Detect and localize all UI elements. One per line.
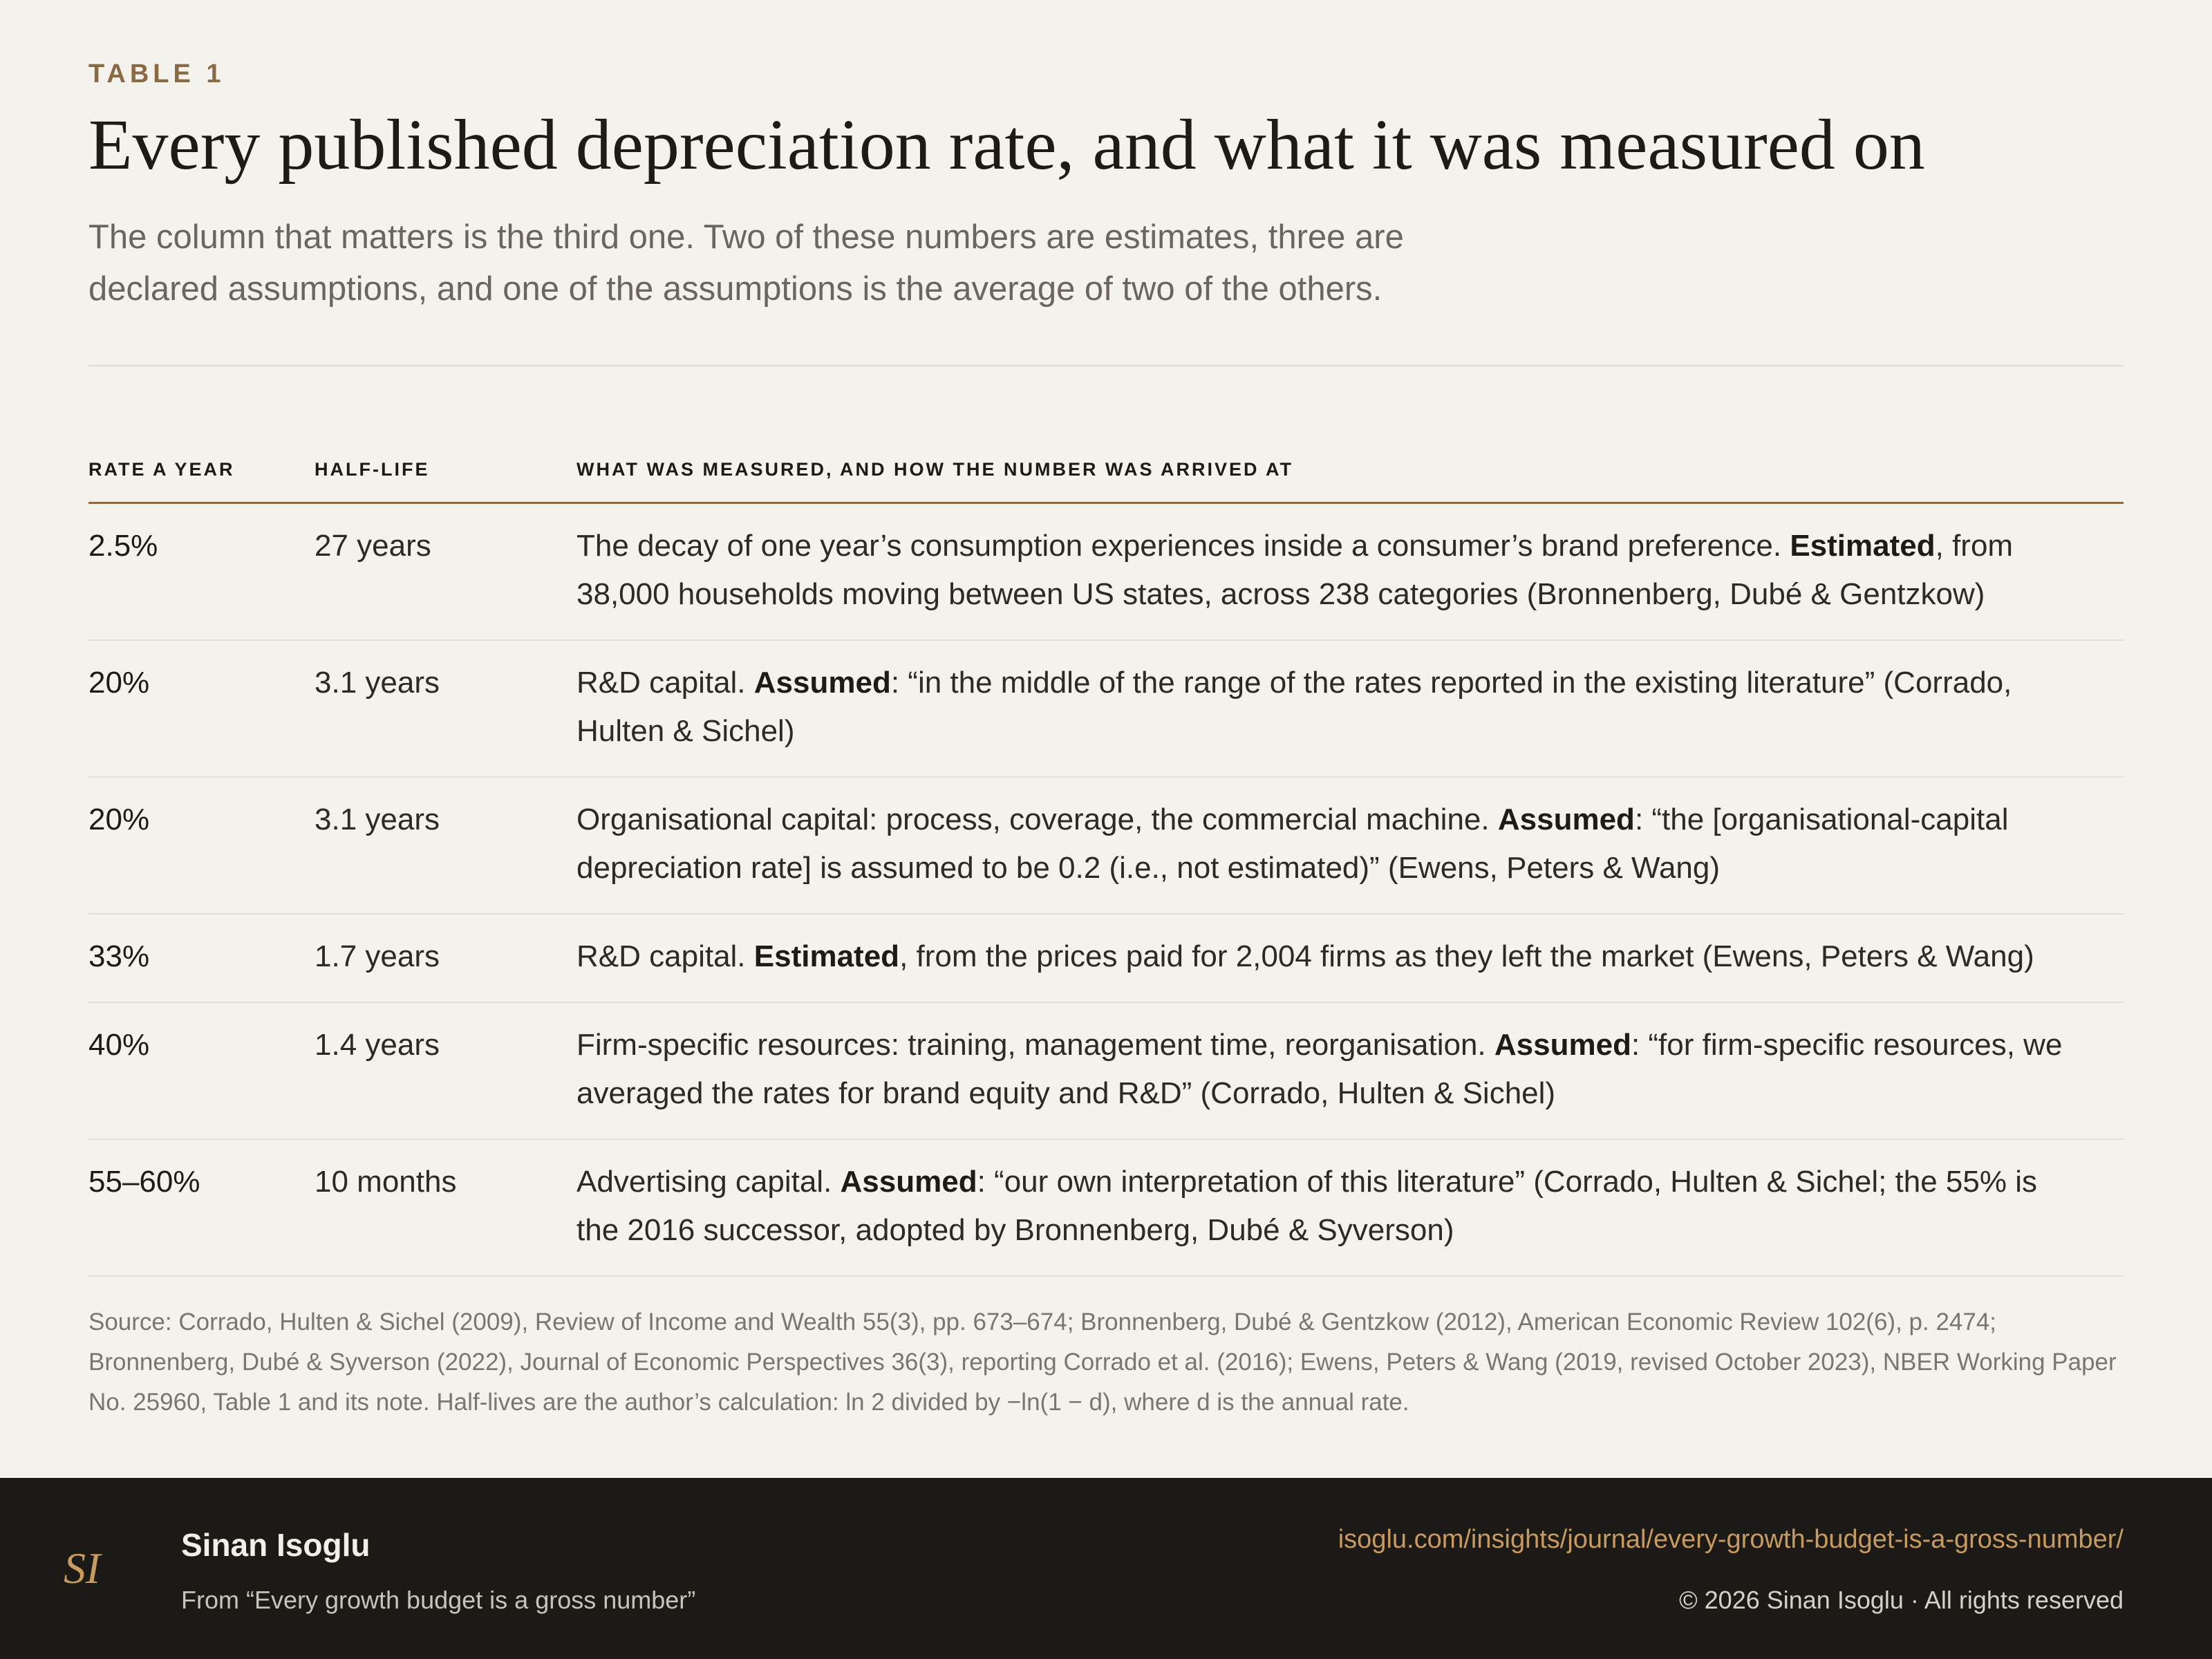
- half-life-cell: 1.4 years: [315, 1028, 440, 1062]
- half-life-cell: 1.7 years: [315, 939, 440, 973]
- table-body: [88, 504, 2124, 1277]
- description-text: R&D capital.: [577, 939, 754, 973]
- description-cell: [577, 641, 2070, 776]
- column-header-half-life: HALF-LIFE: [315, 459, 430, 480]
- half-life-cell: 3.1 years: [315, 803, 440, 836]
- table-row: [88, 641, 2124, 778]
- method-label: Assumed: [840, 1165, 977, 1199]
- description-cell: [577, 778, 2070, 913]
- method-label: Assumed: [753, 666, 891, 700]
- description-text: : “in the middle of the range of the rates reported in the existing literature” (Corrado, Hulten & Sichel): [577, 666, 2012, 748]
- column-header-rate: RATE A YEAR: [88, 459, 235, 480]
- description-cell: [577, 504, 2070, 639]
- copyright: © 2026 Sinan Isoglu · All rights reserved: [1679, 1586, 2124, 1614]
- description-text: Firm-specific resources: training, management time, reorganisation.: [577, 1028, 1494, 1062]
- description-text: Organisational capital: process, coverage, the commercial machine.: [577, 803, 1498, 836]
- description-text: Advertising capital.: [577, 1165, 841, 1199]
- table-header: [88, 459, 2124, 503]
- half-life-cell: 10 months: [315, 1165, 457, 1199]
- description-text: R&D capital.: [577, 666, 754, 700]
- table-kicker: TABLE 1: [88, 59, 225, 88]
- description-cell: [577, 915, 2070, 1002]
- table-row: [88, 504, 2124, 641]
- description-cell: [577, 1140, 2070, 1275]
- rate-cell: 20%: [88, 666, 150, 700]
- method-label: Assumed: [1497, 803, 1635, 836]
- subtitle: [88, 212, 1582, 315]
- half-life-cell: 3.1 years: [315, 666, 440, 700]
- half-life-cell: 27 years: [315, 529, 431, 563]
- article-reference: From “Every growth budget is a gross number”: [181, 1586, 696, 1614]
- description-text: : “the [organisational-capital depreciation rate] is assumed to be 0.2 (i.e., not estimated)” (Ewens, Peters & Wang): [577, 803, 2009, 885]
- logo-text: SI: [64, 1544, 101, 1593]
- divider: [88, 365, 2124, 366]
- table-row: [88, 915, 2124, 1003]
- description-text: , from 38,000 households moving between US states, across 238 categories (Bronnenberg, Dubé & Gentzkow): [577, 529, 2014, 611]
- description-cell: [577, 1003, 2070, 1138]
- description-text: , from the prices paid for 2,004 firms as they left the market (Ewens, Peters & Wang): [899, 939, 2034, 973]
- rate-cell: 55–60%: [88, 1165, 200, 1199]
- description-text: The decay of one year’s consumption experiences inside a consumer’s brand preference.: [577, 529, 1790, 563]
- rate-cell: 20%: [88, 803, 150, 836]
- rate-cell: 33%: [88, 939, 150, 973]
- subtitle-line: The column that matters is the third one. Two of these numbers are estimates, three are: [88, 218, 1404, 256]
- footer: [0, 1478, 2212, 1659]
- description-text: : “our own interpretation of this literature” (Corrado, Hulten & Sichel; the 55% is the 2016 successor, adopted by Bronnenberg, Dubé & Syverson): [577, 1165, 2037, 1247]
- method-label: Estimated: [753, 939, 900, 973]
- si-monogram-logo: [62, 1540, 118, 1595]
- page-title: Every published depreciation rate, and what it was measured on: [88, 105, 1925, 185]
- table-row: [88, 1003, 2124, 1140]
- author-name: Sinan Isoglu: [181, 1527, 371, 1563]
- rate-cell: 2.5%: [88, 529, 158, 563]
- description-text: : “for firm-specific resources, we averaged the rates for brand equity and R&D” (Corrado, Hulten & Sichel): [577, 1028, 2063, 1110]
- article-url-link[interactable]: isoglu.com/insights/journal/every-growth-budget-is-a-gross-number/: [1338, 1525, 2124, 1554]
- column-header-description: WHAT WAS MEASURED, AND HOW THE NUMBER WAS ARRIVED AT: [577, 459, 1293, 480]
- table-row: [88, 778, 2124, 915]
- subtitle-line: declared assumptions, and one of the assumptions is the average of two of the others.: [88, 270, 1382, 308]
- source-note: Source: Corrado, Hulten & Sichel (2009), Review of Income and Wealth 55(3), pp. 673–674; Bronnenberg, Dubé & Gentzkow (2012), American Economic Review 102(6), p. 2474; Bronnenberg, Dubé & Syverson (2022), Journal of Economic Perspectives 36(3), reporting Corrado et al. (2016); Ewens, Peters & Wang (2019, revised October 2023), NBER Working Paper No. 25960, Table 1 and its note. Half-lives are the author’s calculation: ln 2 divided by −ln(1 − d), where d is the annual rate.: [88, 1309, 2117, 1416]
- rate-cell: 40%: [88, 1028, 150, 1062]
- table-row: [88, 1140, 2124, 1277]
- method-label: Estimated: [1790, 529, 1936, 563]
- method-label: Assumed: [1494, 1028, 1631, 1062]
